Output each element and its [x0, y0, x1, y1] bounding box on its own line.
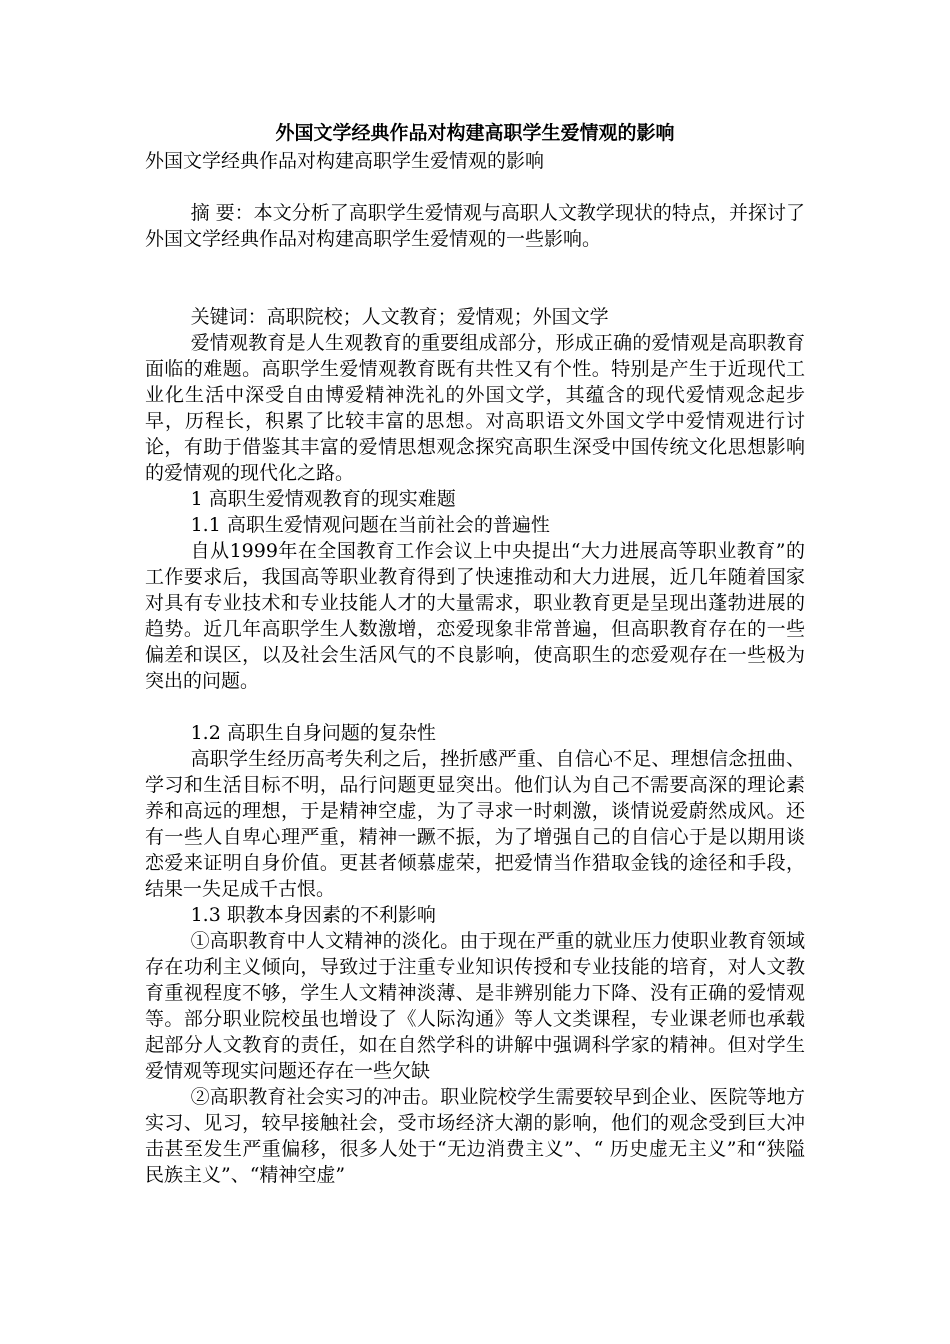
paragraph-1-2: 高职学生经历高考失利之后，挫折感严重、自信心不足、理想信念扭曲、学习和生活目标不明，品行问题更显突出。他们认为自己不需要高深的理论素养和高远的理想，于是精神空虚，为了寻求一时刺激，谈情说爱蔚然成风。还有一些人自卑心理严重，精神一蹶不振，为了增强自己的自信心于是以期用谈恋爱来证明自身价值。更甚者倾慕虚荣，把爱情当作猎取金钱的途径和手段，结果一失足成千古恨。 — [145, 748, 805, 900]
document-subtitle: 外国文学经典作品对构建高职学生爱情观的影响 — [145, 150, 545, 172]
intro-paragraph: 爱情观教育是人生观教育的重要组成部分，形成正确的爱情观是高职教育面临的难题。高职学生爱情观教育既有共性又有个性。特别是产生于近现代工业化生活中深受自由博爱精神洗礼的外国文学，其蕴含的现代爱情观念起步早，历程长，积累了比较丰富的思想。对高职语文外国文学中爱情观进行讨论，有助于借鉴其丰富的爱情思想观念探究高职生深受中国传统文化思想影响的爱情观的现代化之路。 — [145, 332, 805, 484]
document-title: 外国文学经典作品对构建高职学生爱情观的影响 — [275, 122, 675, 144]
section-heading-1-2: 1.2 高职生自身问题的复杂性 — [190, 722, 436, 744]
paragraph-1-3-a: ①高职教育中人文精神的淡化。由于现在严重的就业压力使职业教育领域存在功利主义倾向，导致过于注重专业知识传授和专业技能的培育，对人文教育重视程度不够，学生人文精神淡薄、是非辨别能力下降、没有正确的爱情观等。部分职业院校虽也增设了《人际沟通》等人文类课程，专业课老师也承载起部分人文教育的责任，如在自然学科的讲解中强调科学家的精神。但对学生爱情观等现实问题还存在一些欠缺 — [145, 930, 805, 1082]
section-heading-1-1: 1.1 高职生爱情观问题在当前社会的普遍性 — [190, 514, 550, 536]
paragraph-1-1: 自从1999年在全国教育工作会议上中央提出“大力进展高等职业教育”的工作要求后，我国高等职业教育得到了快速推动和大力进展，近几年随着国家对具有专业技术和专业技能人才的大量需求，职业教育更是呈现出蓬勃进展的趋势。近几年高职学生人数激增，恋爱现象非常普遍，但高职教育存在的一些偏差和误区，以及社会生活风气的不良影响，使高职生的恋爱观存在一些极为突出的问题。 — [145, 540, 805, 692]
abstract-paragraph: 摘 要：本文分析了高职学生爱情观与高职人文教学现状的特点，并探讨了外国文学经典作品对构建高职学生爱情观的一些影响。 — [145, 202, 805, 250]
paragraph-1-3-b: ②高职教育社会实习的冲击。职业院校学生需要较早到企业、医院等地方实习、见习，较早接触社会，受市场经济大潮的影响，他们的观念受到巨大冲击甚至发生严重偏移，很多人处于“无边消费主义”、“ 历史虚无主义”和“狭隘民族主义”、“精神空虚” — [145, 1086, 805, 1186]
keywords-line: 关键词：高职院校；人文教育；爱情观；外国文学 — [190, 306, 609, 328]
document-page — [145, 118, 805, 1188]
section-heading-1-3: 1.3 职教本身因素的不利影响 — [190, 904, 436, 926]
section-heading-1: 1 高职生爱情观教育的现实难题 — [190, 488, 456, 510]
